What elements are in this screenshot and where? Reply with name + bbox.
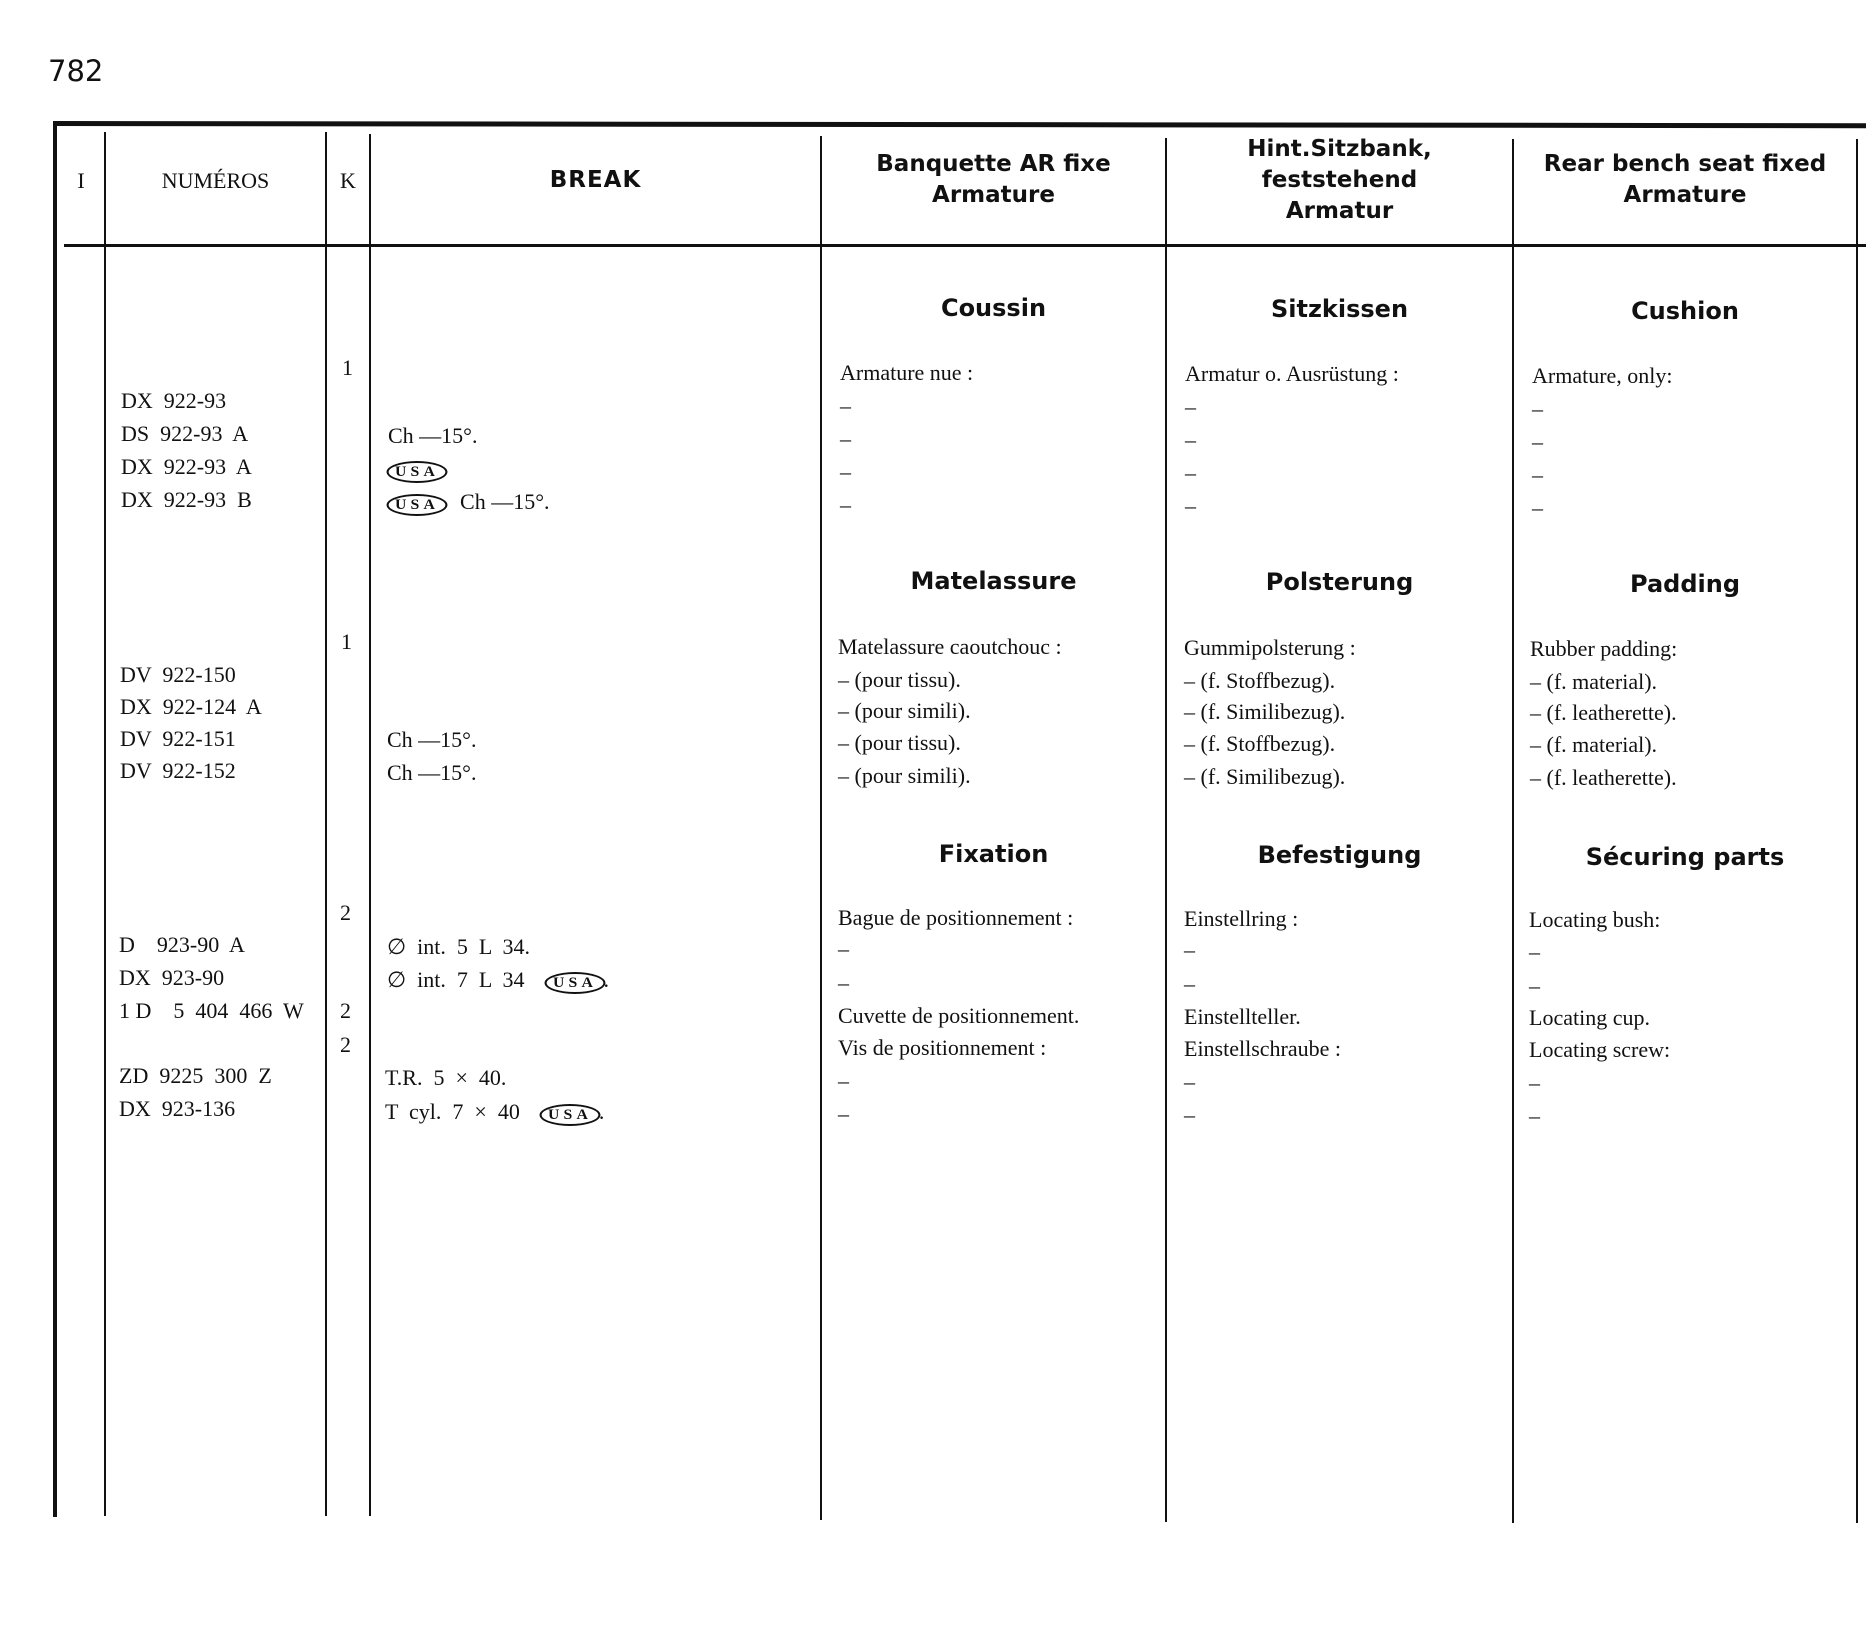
part-number: 1 D 5 404 466 W: [119, 998, 304, 1023]
cell-fr: Vis de positionnement :: [838, 1035, 1047, 1060]
break-note: [387, 967, 609, 994]
cell-en: – (f. leatherette).: [1530, 700, 1677, 725]
usa-stamp: USA: [387, 494, 448, 516]
cell-en: –: [1532, 462, 1543, 487]
section-heading-de: Sitzkissen: [1270, 295, 1409, 323]
cell-en: Locating bush:: [1529, 907, 1661, 932]
col-divider-5: [1165, 138, 1167, 1522]
header-french-line-1: Banquette AR fixe: [876, 151, 1111, 177]
part-number: DV 922-151: [120, 726, 236, 751]
break-note: ∅ int. 5 L 34.: [387, 934, 531, 959]
header-break: BREAK: [549, 166, 642, 193]
section-heading-de: Polsterung: [1265, 568, 1414, 596]
cell-fr: Bague de positionnement :: [838, 905, 1074, 930]
cell-en: – (f. material).: [1530, 732, 1658, 757]
break-note: [388, 489, 550, 516]
cell-en: –: [1532, 396, 1543, 421]
section-heading-en: Sécuring parts: [1585, 843, 1785, 871]
cell-de: Einstellteller.: [1184, 1004, 1301, 1029]
header-english-line-1: Rear bench seat fixed: [1543, 151, 1827, 177]
cell-fr: – (pour tissu).: [838, 730, 961, 755]
cell-en: – (f. leatherette).: [1530, 765, 1677, 790]
cell-en: – (f. material).: [1530, 669, 1658, 694]
header-bottom-rule: [64, 244, 1866, 247]
section-heading-en: Cushion: [1631, 297, 1739, 325]
break-note: Ch —15°.: [388, 423, 478, 448]
part-number: DX 922-93 A: [121, 454, 252, 479]
table-left-border: [53, 121, 57, 1517]
part-number: DV 922-150: [120, 662, 236, 687]
cell-fr: –: [840, 426, 851, 451]
part-number: DV 922-152: [120, 758, 236, 783]
header-german: [1167, 120, 1512, 240]
header-i: I: [77, 167, 85, 193]
cell-fr: –: [838, 970, 849, 995]
cell-de: – (f. Similibezug).: [1184, 699, 1346, 724]
k-value: 2: [340, 1032, 351, 1057]
cell-de: –: [1184, 937, 1195, 962]
cell-en: Locating cup.: [1529, 1005, 1650, 1030]
cell-en: –: [1529, 939, 1540, 964]
cell-de: Armatur o. Ausrüstung :: [1185, 361, 1399, 386]
cell-fr: Armature nue :: [840, 360, 974, 385]
cell-fr: –: [840, 393, 851, 418]
cell-en: –: [1529, 1103, 1540, 1128]
usa-stamp: USA: [544, 972, 605, 994]
usa-stamp: USA: [387, 461, 448, 483]
col-divider-1: [104, 132, 106, 1516]
section-heading-fr: Coussin: [940, 294, 1047, 322]
break-note-text: Ch —15°.: [460, 489, 550, 514]
break-note: [385, 1099, 604, 1126]
col-divider-3: [369, 134, 371, 1516]
section-heading-de: Befestigung: [1257, 841, 1422, 869]
k-value: 2: [340, 998, 351, 1023]
cell-de: –: [1184, 1102, 1195, 1127]
col-divider-2: [325, 132, 327, 1516]
cell-de: Einstellschraube :: [1184, 1036, 1342, 1061]
break-note: T.R. 5 × 40.: [385, 1065, 507, 1090]
col-divider-7: [1856, 139, 1858, 1523]
cell-fr: Cuvette de positionnement.: [838, 1003, 1080, 1028]
break-note: [388, 457, 446, 483]
cell-de: –: [1185, 460, 1196, 485]
cell-de: – (f. Stoffbezug).: [1184, 731, 1336, 756]
header-german-line-2: Armatur: [1285, 197, 1394, 224]
part-number: D 923-90 A: [119, 932, 245, 957]
usa-stamp: USA: [539, 1104, 600, 1126]
part-number: DS 922-93 A: [121, 421, 249, 446]
part-number: DX 922-93 B: [121, 487, 252, 512]
header-french-line-2: Armature: [932, 182, 1055, 208]
section-heading-fr: Fixation: [938, 840, 1049, 868]
part-number: DX 923-136: [119, 1096, 236, 1121]
col-divider-4: [820, 136, 822, 1520]
section-heading-fr: Matelassure: [910, 567, 1077, 595]
cell-fr: – (pour tissu).: [838, 667, 961, 692]
part-number: DX 922-124 A: [120, 694, 262, 719]
cell-de: – (f. Stoffbezug).: [1184, 668, 1336, 693]
cell-en: –: [1532, 429, 1543, 454]
cell-fr: –: [838, 1101, 849, 1126]
cell-de: –: [1185, 493, 1196, 518]
cell-fr: –: [840, 459, 851, 484]
cell-en: –: [1532, 495, 1543, 520]
section-heading-en: Padding: [1630, 570, 1740, 598]
cell-de: –: [1184, 1069, 1195, 1094]
break-note: Ch —15°.: [387, 727, 477, 752]
period: .: [598, 1099, 605, 1124]
page-number: 782: [48, 54, 104, 88]
header-english-line-2: Armature: [1623, 182, 1747, 208]
break-note-text: ∅ int. 7 L 34: [387, 967, 525, 992]
col-divider-6: [1512, 139, 1514, 1523]
cell-en: Armature, only:: [1532, 363, 1673, 388]
header-numeros: NUMÉROS: [161, 167, 270, 193]
cell-fr: – (pour simili).: [838, 698, 971, 723]
cell-de: Einstellring :: [1184, 906, 1299, 931]
break-note: Ch —15°.: [387, 760, 477, 785]
break-note-text: T cyl. 7 × 40: [385, 1099, 520, 1124]
cell-de: –: [1185, 394, 1196, 419]
cell-de: Gummipolsterung :: [1184, 635, 1356, 660]
header-k: K: [340, 167, 356, 193]
part-number: ZD 9225 300 Z: [119, 1063, 272, 1088]
k-value: 2: [340, 900, 351, 925]
cell-en: Rubber padding:: [1530, 636, 1678, 661]
part-number: DX 922-93: [121, 388, 227, 413]
header-french: [822, 120, 1165, 240]
header-english: [1514, 120, 1856, 240]
cell-en: Locating screw:: [1529, 1037, 1671, 1062]
cell-fr: –: [838, 1068, 849, 1093]
cell-fr: –: [840, 492, 851, 517]
cell-en: –: [1529, 1070, 1540, 1095]
cell-fr: – (pour simili).: [838, 763, 971, 788]
k-value: 1: [341, 629, 352, 654]
header-german-line-1: Hint.Sitzbank, feststehend: [1247, 135, 1432, 193]
cell-de: –: [1184, 971, 1195, 996]
k-value: 1: [342, 355, 353, 380]
cell-de: – (f. Similibezug).: [1184, 764, 1346, 789]
part-number: DX 923-90: [119, 965, 225, 990]
cell-en: –: [1529, 973, 1540, 998]
cell-fr: Matelassure caoutchouc :: [838, 634, 1062, 659]
cell-fr: –: [838, 936, 849, 961]
period: .: [603, 967, 610, 992]
cell-de: –: [1185, 427, 1196, 452]
